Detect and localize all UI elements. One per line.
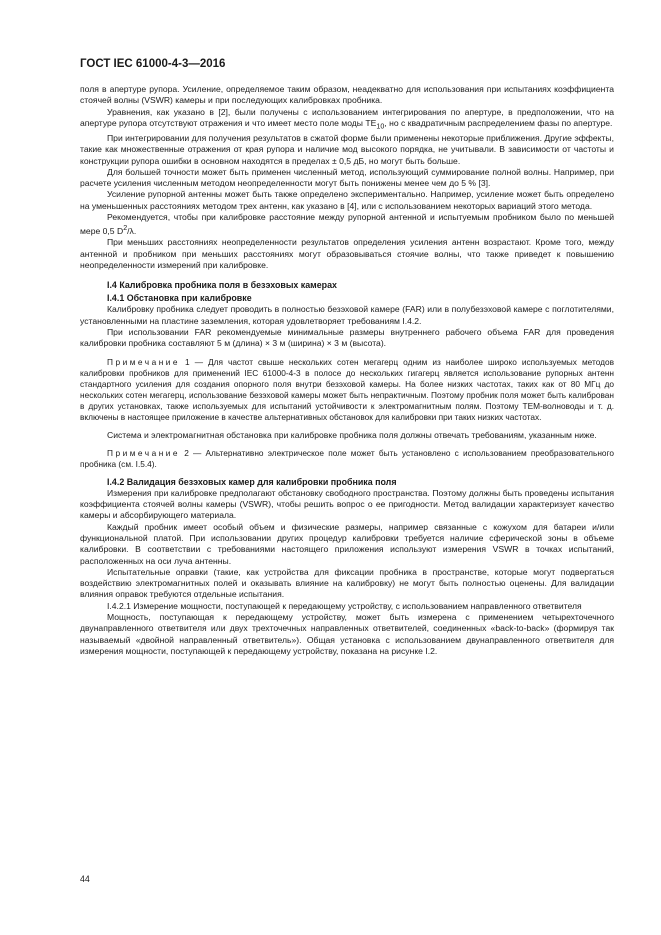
paragraph: При интегрировании для получения результатов в сжатой форме были применены некоторые приближения. Другие эффекты, такие как множественные отражения от края рупора и наличие мод высокого порядка, не учитывали. В зависимости от частоты и конструкции рупора ошибки в основном находятся в пределах ± 0,5 дБ, но могут быть больше. bbox=[80, 132, 614, 166]
paragraph: Измерения при калибровке предполагают обстановку свободного пространства. Поэтому должны быть проведены испытания коэффициента стоячей волны камеры (VSWR), чтобы решить вопрос о ее пригодности. Метод валидации характеризует качество камеры и абсорбирующего материала. bbox=[80, 487, 614, 521]
note bbox=[80, 448, 614, 470]
paragraph: При использовании FAR рекомендуемые минимальные размеры внутреннего рабочего объема FAR для проведения калибровки пробника составляют 5 м (длина) × 3 м (ширина) × 3 м (высота). bbox=[80, 326, 614, 349]
note bbox=[80, 357, 614, 423]
note-text: 1 — Для частот свыше нескольких сотен мегагерц одним из наиболее широко используемых методов калибровки пробников для применений IEC 61000-4-3 в полосе до нескольких гигагерц является использование рупорных антенн стандартного усиления для создания опорного поля внутри безэховой камеры. На более низких частотах, таких как от 80 МГц до нескольких сотен мегагерц, использование безэховой камеры может быть непрактичным. Поэтому пробник поля может быть калиброван в других установках, также используемых для испытаний устойчивости к электромагнитным полям. Поэтому ТЕМ-волноводы и т. д. включены в настоящее приложение в качестве альтернативных обстановок для калибровки при таких низких частотах. bbox=[80, 356, 614, 422]
paragraph: При меньших расстояниях неопределенности результатов определения усиления антенн возрастают. Кроме того, между антенной и пробником при меньших расстояниях могут образовываться стоячие волны, что также приведет к повышению неопределенности измерений при калибровке. bbox=[80, 237, 614, 271]
subsection-heading: I.4.1 Обстановка при калибровке bbox=[107, 293, 252, 304]
superscript: 2 bbox=[123, 224, 128, 233]
paragraph: I.4.2.1 Измерение мощности, поступающей к передающему устройству, с использованием направленного ответвителя bbox=[107, 600, 582, 611]
note-label: Примечание bbox=[107, 356, 181, 367]
paragraph: поля в апертуре рупора. Усиление, определяемое таким образом, неадекватно для использования при испытаниях коэффициента стоячей волны (VSWR) камеры и при последующих калибровках пробника. bbox=[80, 84, 614, 106]
note-label: Примечание bbox=[107, 447, 181, 458]
paragraph-text: Рекомендуется, чтобы при калибровке расстояние между рупорной антенной и испытуемым пробником было по меньшей мере 0,5 D bbox=[80, 211, 614, 237]
subscript: 10 bbox=[376, 122, 385, 131]
document-page bbox=[80, 58, 614, 657]
paragraph: Мощность, поступающая к передающему устройству, может быть измерена с применением четырехточечного двунаправленного ответвителя или двух трехточечных направленных ответвителей, соединенных «back-to-back» (формируя так называемый «двойной направленный ответвитель»). Общая установка с использованием двунаправленного ответвителя для измерения мощности, поступающей к передающему устройству, показана на рисунке I.2. bbox=[80, 612, 614, 656]
page-number: 44 bbox=[80, 874, 90, 884]
paragraph-text: /λ. bbox=[127, 226, 137, 237]
paragraph-text: , но с квадратичным распределением фазы по апертуре. bbox=[384, 117, 613, 128]
section-heading: I.4 Калибровка пробника поля в безэховых камерах bbox=[107, 280, 337, 291]
paragraph-text: Уравнения, как указано в [2], были получены с использованием интегрирования по апертуре, в предположении, что на апертуре рупора отсутствуют отражения и что имеет место поле моды TE bbox=[80, 106, 614, 128]
paragraph: Усиление рупорной антенны может быть также определено экспериментально. Например, усиление может быть определено на уменьшенных расстояниях методом трех антенн, как указано в [4], или с использованием некоторых вариаций этого метода. bbox=[80, 189, 614, 211]
paragraph: Система и электромагнитная обстановка при калибровке пробника поля должны отвечать требованиям, указанным ниже. bbox=[107, 429, 597, 440]
paragraph: Калибровку пробника следует проводить в полностью безэховой камере (FAR) или в полубезэховой камере с поглотителями, установленными на пластине заземления, которая удовлетворяет требованиям I.4.2. bbox=[80, 304, 614, 326]
paragraph: Каждый пробник имеет особый объем и физические размеры, например связанные с кожухом для батареи и/или функциональной платой. При использовании других процедур калибровки требуется наличие сферической зоны в объеме калибровки. В соответствии с требованиями настоящего приложения используют измерения VSWR в точках испытаний, расположенных на оси луча антенны. bbox=[80, 521, 614, 566]
subsection-heading: I.4.2 Валидация безэховых камер для калибровки пробника поля bbox=[107, 476, 397, 487]
note-text: 2 — Альтернативно электрическое поле может быть установлено с использованием преобразовательного пробника (см. I.5.4). bbox=[80, 447, 614, 469]
paragraph: Испытательные оправки (такие, как устройства для фиксации пробника в пространстве, которые могут подвергаться воздействию электромагнитных полей и оказывать влияние на калибровку) не могут быть полностью оценены. Для валидации влияния оправок требуются отдельные испытания. bbox=[80, 566, 614, 600]
paragraph: Для большей точности может быть применен численный метод, использующий суммирование полной волны. Например, при расчете усиления численным методом неопределенности могут быть понижены менее чем до 5 % [3]. bbox=[80, 166, 614, 189]
document-header: ГОСТ IEC 61000-4-3—2016 bbox=[80, 58, 226, 70]
paragraph bbox=[80, 212, 614, 237]
paragraph bbox=[80, 107, 614, 133]
